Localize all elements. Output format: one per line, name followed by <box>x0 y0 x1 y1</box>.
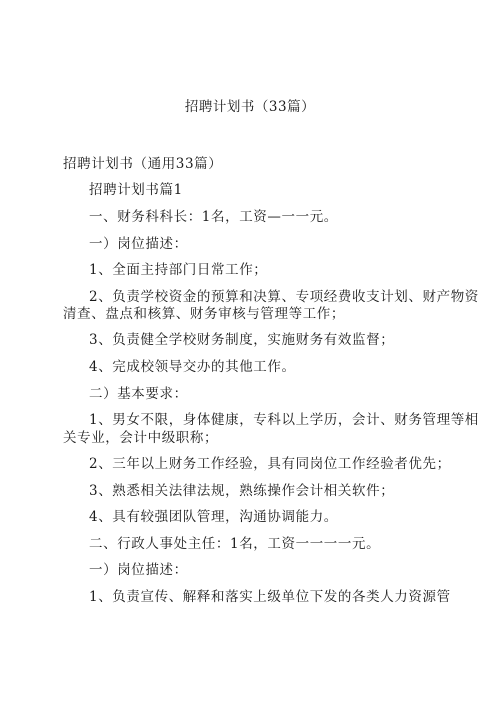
paragraph-line: 2、负责学校资金的预算和决算、专项经费收支计划、财产物资 <box>89 289 479 305</box>
paragraph-line: 关专业，会计中级职称； <box>63 430 219 446</box>
paragraph-line: 二、行政人事处主任：1名，工资一一一一元。 <box>89 536 381 552</box>
document-title: 招聘计划书（33篇） <box>184 99 316 115</box>
paragraph-line: 1、负责宣传、解释和落实上级单位下发的各类人力资源管 <box>89 589 451 605</box>
paragraph-line: 一、财务科科长：1名，工资—一一元。 <box>89 209 338 225</box>
paragraph-line: 一）岗位描述： <box>89 236 188 252</box>
paragraph-line: 1、全面主持部门日常工作； <box>89 262 268 278</box>
section-heading: 招聘计划书篇1 <box>89 182 183 198</box>
paragraph-line: 1、男女不限，身体健康，专科以上学历，会计、财务管理等相 <box>89 412 479 428</box>
paragraph-line: 二）基本要求： <box>89 386 188 402</box>
document-subtitle: 招聘计划书（通用33篇） <box>63 156 223 172</box>
paragraph-line: 4、具有较强团队管理，沟通协调能力。 <box>89 509 338 525</box>
paragraph-line: 2、三年以上财务工作经验，具有同岗位工作经验者优先； <box>89 456 451 472</box>
paragraph-line: 3、负责健全学校财务制度，实施财务有效监督； <box>89 332 395 348</box>
paragraph-line: 一）岗位描述： <box>89 562 188 578</box>
paragraph-line: 清查、盘点和核算、财务审核与管理等工作； <box>63 306 345 322</box>
paragraph-line: 3、熟悉相关法律法规，熟练操作会计相关软件； <box>89 483 395 499</box>
paragraph-line: 4、完成校领导交办的其他工作。 <box>89 359 296 375</box>
